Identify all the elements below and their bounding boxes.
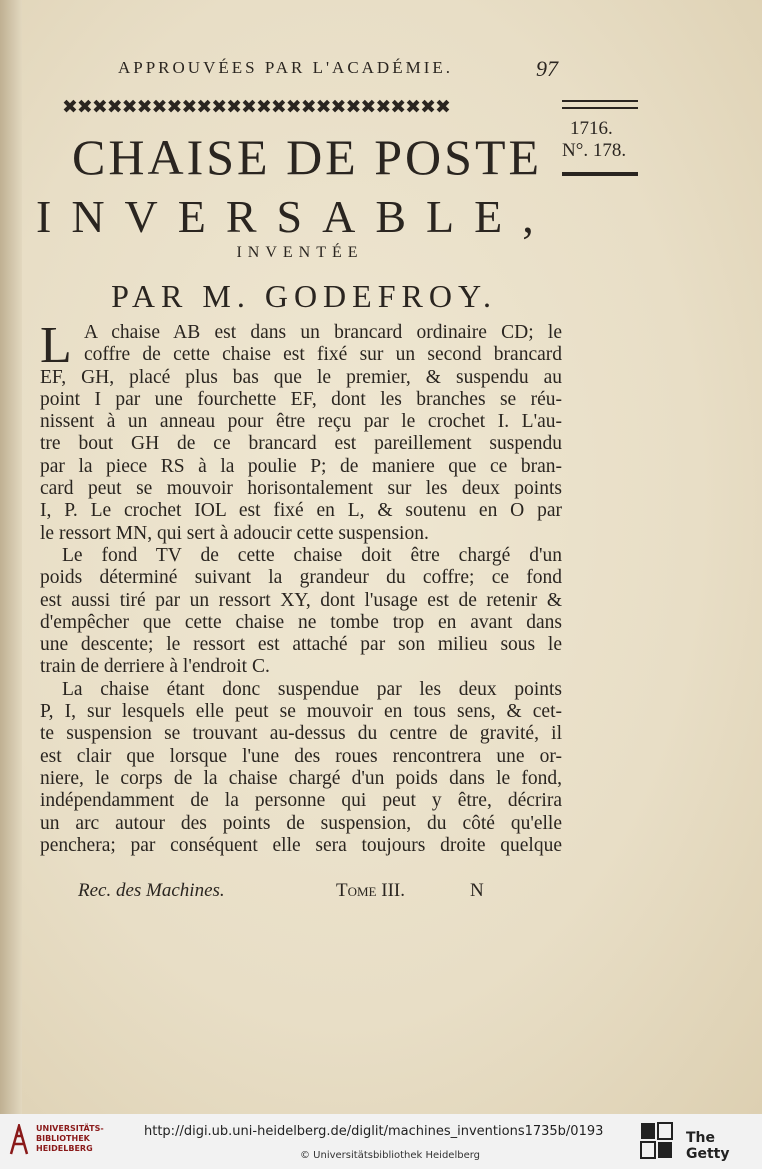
side-rule <box>562 172 638 176</box>
footer-source: Rec. des Machines. <box>78 880 225 901</box>
library-name-line: BIBLIOTHEK <box>36 1134 90 1143</box>
text-line: indépendamment de la personne qui peut y être, décrira <box>40 790 562 812</box>
side-rules <box>562 100 638 114</box>
text-line: te suspension se trouvant au-dessus du centre de gravité, il <box>40 723 562 745</box>
text-line: card peut se mouvoir horisontalement sur les deux points <box>40 478 562 500</box>
library-logo[interactable] <box>8 1120 108 1162</box>
text-line: Le fond TV de cette chaise doit être chargé d'un <box>62 544 562 566</box>
subtitle: INVENTÉE <box>236 244 364 261</box>
getty-logo-icon <box>640 1122 674 1160</box>
running-head <box>118 56 558 82</box>
text-line: I, P. Le crochet IOL est fixé en L, & soutenu en O par <box>40 500 562 522</box>
title-line-1: CHAISE DE POSTE <box>72 129 543 185</box>
author-line: PAR M. GODEFROY. <box>111 278 497 314</box>
text-line: un arc autour des points de suspension, du côté qu'elle <box>40 812 562 834</box>
viewer-footer-bar <box>0 1114 762 1169</box>
text-line: A chaise AB est dans un brancard ordinaire CD; le <box>84 322 562 343</box>
text-line: nissent à un anneau pour être reçu par le crochet I. L'au- <box>40 411 562 433</box>
body-text <box>40 317 562 857</box>
text-line: train de derriere à l'endroit C. <box>40 656 270 678</box>
text-line: par la piece RS à la poulie P; de maniere que ce bran- <box>40 455 562 477</box>
text-line: EF, GH, placé plus bas que le premier, & suspendu au <box>40 366 562 388</box>
copyright-notice: © Universitätsbibliothek Heidelberg <box>300 1150 481 1161</box>
text-line: une descente; le ressort est attaché par son milieu sous le <box>40 634 562 656</box>
getty-label[interactable]: The Getty <box>686 1130 730 1162</box>
text-line: P, I, sur lesquels elle peut se mouvoir en tous sens, & cet- <box>40 701 562 723</box>
text-line: penchera; par conséquent elle sera toujours droite quelque <box>40 834 562 856</box>
text-line: La chaise étant donc suspendue par les deux points <box>62 678 562 700</box>
library-name-line: HEIDELBERG <box>36 1144 93 1153</box>
ornament-band: ✖✖✖✖✖✖✖✖✖✖✖✖✖✖✖✖✖✖✖✖✖✖✖✖✖✖ <box>62 96 450 118</box>
running-head-text: APPROUVÉES PAR L'ACADÉMIE. <box>118 58 454 77</box>
drop-cap: L <box>40 317 72 374</box>
footer-volume: Tome III. <box>336 880 405 901</box>
text-line: est aussi tiré par un ressort XY, dont l'usage est de retenir & <box>40 589 562 611</box>
side-year: 1716. <box>570 118 613 139</box>
footer-signature-mark: N <box>470 880 484 901</box>
title-line-2: INVERSABLE, <box>36 191 554 242</box>
permalink-url[interactable]: http://digi.ub.uni-heidelberg.de/diglit/machines_inventions1735b/0193 <box>144 1124 604 1139</box>
text-line: point I par une fourchette EF, dont les branches se réu- <box>40 388 562 410</box>
text-line: coffre de cette chaise est fixé sur un second brancard <box>84 344 562 366</box>
text-line: poids déterminé suivant la grandeur du coffre; ce fond <box>40 567 562 589</box>
library-crest-icon <box>8 1124 30 1156</box>
text-line: d'empêcher que cette chaise ne tombe trop en avant dans <box>40 611 562 633</box>
text-line: le ressort MN, qui sert à adoucir cette suspension. <box>40 522 429 544</box>
library-name-line: UNIVERSITÄTS- <box>36 1124 104 1133</box>
text-line: est clair que lorsque l'une des roues rencontrera une or- <box>40 745 562 767</box>
signature-line <box>78 880 498 906</box>
library-name <box>36 1124 104 1154</box>
side-number: N°. 178. <box>562 140 627 161</box>
page-gutter <box>0 0 22 1114</box>
text-line: tre bout GH de ce brancard est pareillement suspendu <box>40 433 562 455</box>
text-line: niere, le corps de la chaise chargé d'un poids dans le fond, <box>40 767 562 789</box>
page-number: 97 <box>536 56 558 81</box>
first-paragraph-start <box>40 317 562 374</box>
